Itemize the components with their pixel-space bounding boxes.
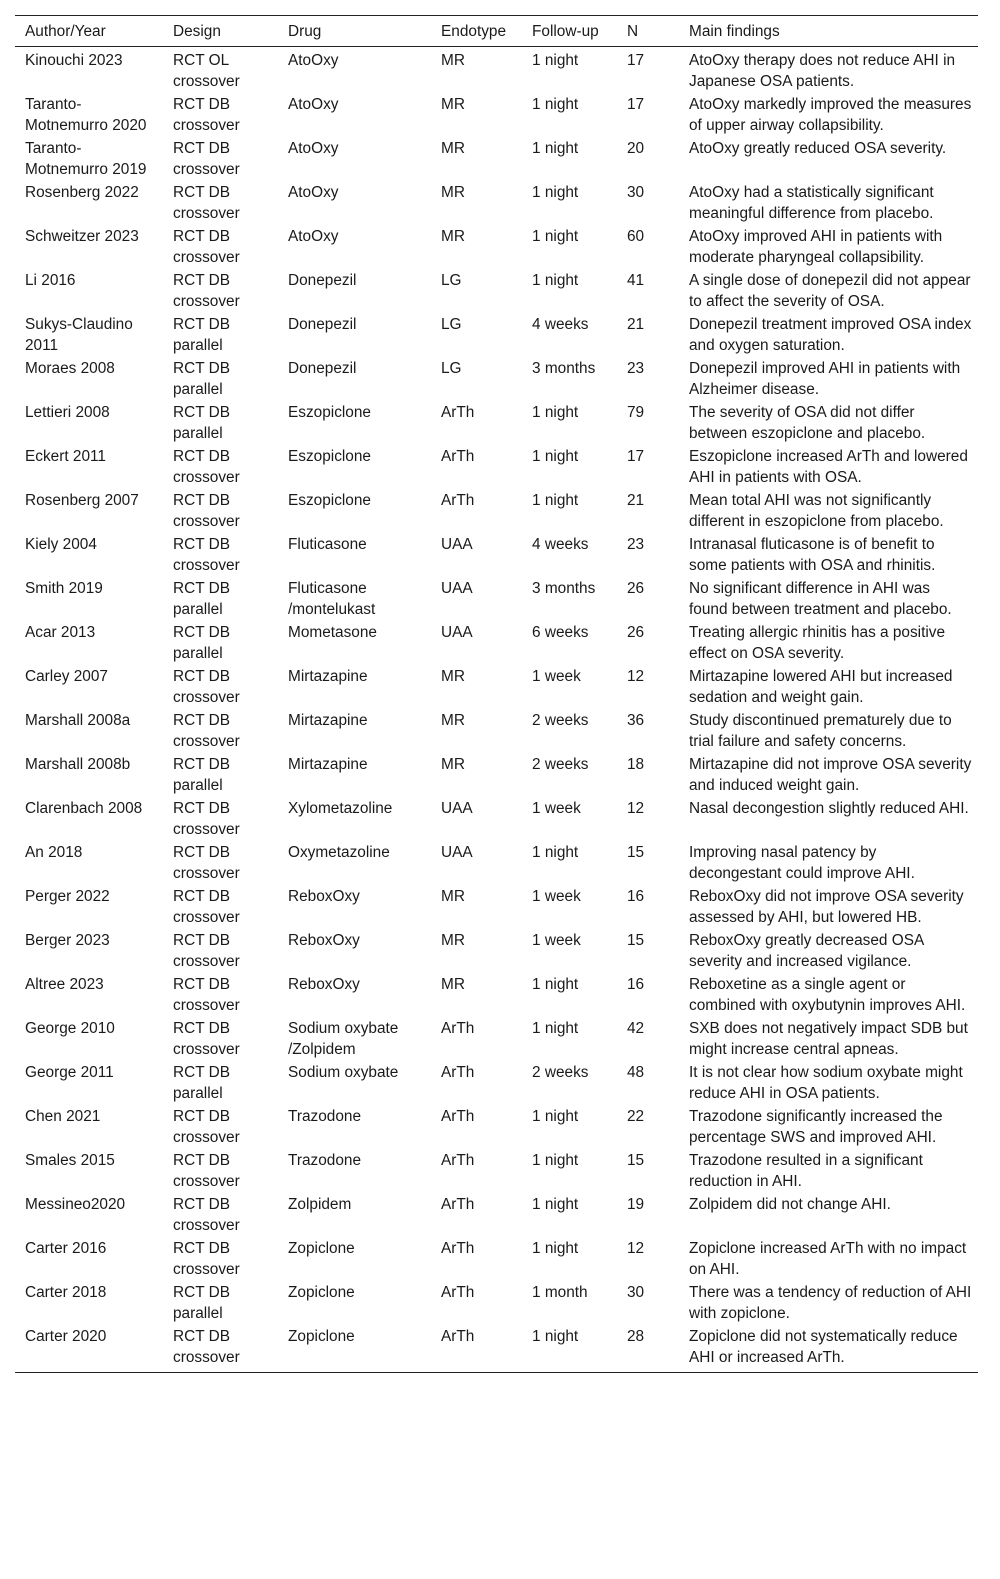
table-row xyxy=(15,357,978,401)
table-row xyxy=(15,973,978,1017)
cell-n: 41 xyxy=(627,272,645,289)
cell-follow-up: 1 night xyxy=(532,492,579,509)
cell-n: 12 xyxy=(627,1240,645,1257)
cell-endotype: MR xyxy=(441,184,465,201)
table-row xyxy=(15,225,978,269)
cell-author-year: Carter 2016 xyxy=(25,1240,107,1257)
cell-n: 28 xyxy=(617,1325,679,1373)
studies-table xyxy=(15,15,978,1373)
cell-main-findings: AtoOxy therapy does not reduce AHI in Japanese OSA patients. xyxy=(689,52,956,90)
cell-n: 12 xyxy=(627,800,645,817)
cell-main-findings: Improving nasal patency by decongestant could improve AHI. xyxy=(689,844,915,882)
cell-drug: Xylometazoline xyxy=(288,800,393,817)
table-row xyxy=(15,665,978,709)
cell-n: 12 xyxy=(627,668,645,685)
cell-endotype: UAA xyxy=(441,800,473,817)
cell-main-findings: AtoOxy greatly reduced OSA severity. xyxy=(689,140,947,157)
cell-follow-up: 1 night xyxy=(532,844,579,861)
cell-endotype: MR xyxy=(441,52,465,69)
cell-drug: Zopiclone xyxy=(288,1284,355,1301)
cell-follow-up: 1 night xyxy=(532,96,579,113)
cell-author-year: Eckert 2011 xyxy=(25,448,106,465)
cell-design: RCT DB parallel xyxy=(173,580,231,618)
cell-main-findings: Nasal decongestion slightly reduced AHI. xyxy=(689,800,969,817)
cell-author-year: Marshall 2008b xyxy=(25,756,131,773)
cell-follow-up: 1 week xyxy=(532,668,581,685)
cell-author-year: Lettieri 2008 xyxy=(25,404,110,421)
cell-author-year: Carter 2020 xyxy=(15,1325,163,1373)
cell-design: RCT DB parallel xyxy=(173,1064,231,1102)
cell-follow-up: 1 night xyxy=(532,184,579,201)
cell-main-findings: No significant difference in AHI was found between treatment and placebo. xyxy=(689,580,952,618)
table-row xyxy=(15,533,978,577)
cell-design: RCT DB crossover xyxy=(163,1325,278,1373)
cell-author-year: George 2010 xyxy=(25,1020,115,1037)
cell-n: 60 xyxy=(627,228,645,245)
table-row xyxy=(15,1017,978,1061)
cell-drug: Eszopiclone xyxy=(288,404,371,421)
cell-main-findings: Zopiclone did not systematically reduce AHI or increased ArTh. xyxy=(679,1325,978,1373)
cell-author-year: Rosenberg 2007 xyxy=(25,492,139,509)
table-row xyxy=(15,137,978,181)
cell-follow-up: 1 week xyxy=(532,888,581,905)
cell-main-findings: Eszopiclone increased ArTh and lowered AHI in patients with OSA. xyxy=(689,448,968,486)
table-row xyxy=(15,1061,978,1105)
table-row xyxy=(15,709,978,753)
cell-endotype: ArTh xyxy=(441,1064,475,1081)
table-row xyxy=(15,797,978,841)
cell-author-year: Schweitzer 2023 xyxy=(25,228,139,245)
cell-follow-up: 1 night xyxy=(532,1108,579,1125)
cell-design: RCT DB crossover xyxy=(173,888,240,926)
cell-drug: Sodium oxybate /Zolpidem xyxy=(288,1020,399,1058)
cell-main-findings: AtoOxy had a statistically significant meaningful difference from placebo. xyxy=(689,184,934,222)
cell-design: RCT DB parallel xyxy=(173,1284,231,1322)
table-row xyxy=(15,753,978,797)
cell-design: RCT DB crossover xyxy=(173,1196,240,1234)
cell-endotype: MR xyxy=(441,976,465,993)
cell-design: RCT DB crossover xyxy=(173,712,240,750)
cell-follow-up: 4 weeks xyxy=(532,536,589,553)
cell-n: 26 xyxy=(627,580,645,597)
cell-follow-up: 1 night xyxy=(532,272,579,289)
cell-follow-up: 3 months xyxy=(532,580,596,597)
cell-main-findings: Reboxetine as a single agent or combined with oxybutynin improves AHI. xyxy=(689,976,966,1014)
cell-endotype: ArTh xyxy=(441,1196,475,1213)
cell-endotype: ArTh xyxy=(441,404,475,421)
cell-drug: Fluticasone /montelukast xyxy=(288,580,376,618)
table-row xyxy=(15,577,978,621)
cell-main-findings: Mean total AHI was not significantly different in eszopiclone from placebo. xyxy=(689,492,944,530)
cell-endotype: ArTh xyxy=(431,1325,522,1373)
cell-follow-up: 2 weeks xyxy=(532,1064,589,1081)
cell-follow-up: 6 weeks xyxy=(532,624,589,641)
cell-n: 36 xyxy=(627,712,645,729)
cell-author-year: Sukys-Claudino 2011 xyxy=(25,316,133,354)
cell-drug: Oxymetazoline xyxy=(288,844,390,861)
cell-follow-up: 2 weeks xyxy=(532,756,589,773)
cell-drug: Mirtazapine xyxy=(288,712,368,729)
cell-design: RCT DB crossover xyxy=(173,1020,240,1058)
table-row xyxy=(15,47,978,94)
cell-author-year: Smales 2015 xyxy=(25,1152,115,1169)
cell-endotype: MR xyxy=(441,888,465,905)
cell-follow-up: 4 weeks xyxy=(532,316,589,333)
cell-endotype: LG xyxy=(441,360,462,377)
cell-follow-up: 1 month xyxy=(532,1284,588,1301)
cell-endotype: ArTh xyxy=(441,448,475,465)
cell-follow-up: 1 night xyxy=(532,448,579,465)
cell-main-findings: A single dose of donepezil did not appear to affect the severity of OSA. xyxy=(689,272,971,310)
cell-main-findings: Mirtazapine did not improve OSA severity and induced weight gain. xyxy=(689,756,972,794)
cell-author-year: Chen 2021 xyxy=(25,1108,101,1125)
cell-main-findings: The severity of OSA did not differ between eszopiclone and placebo. xyxy=(689,404,926,442)
cell-endotype: UAA xyxy=(441,844,473,861)
cell-drug: AtoOxy xyxy=(288,228,339,245)
cell-endotype: ArTh xyxy=(441,1108,475,1125)
cell-main-findings: There was a tendency of reduction of AHI with zopiclone. xyxy=(689,1284,972,1322)
column-header-drug: Drug xyxy=(278,16,431,47)
cell-author-year: Acar 2013 xyxy=(25,624,96,641)
cell-endotype: ArTh xyxy=(441,492,475,509)
cell-drug: AtoOxy xyxy=(288,184,339,201)
cell-endotype: ArTh xyxy=(441,1240,475,1257)
cell-follow-up: 1 night xyxy=(532,140,579,157)
cell-n: 19 xyxy=(627,1196,645,1213)
cell-main-findings: AtoOxy improved AHI in patients with moderate pharyngeal collapsibility. xyxy=(689,228,943,266)
column-header-design: Design xyxy=(163,16,278,47)
cell-main-findings: Treating allergic rhinitis has a positive effect on OSA severity. xyxy=(689,624,946,662)
cell-design: RCT DB crossover xyxy=(173,1108,240,1146)
cell-n: 22 xyxy=(627,1108,645,1125)
cell-design: RCT OL crossover xyxy=(173,52,240,90)
cell-endotype: ArTh xyxy=(441,1284,475,1301)
table-row xyxy=(15,313,978,357)
cell-design: RCT DB crossover xyxy=(173,448,240,486)
cell-follow-up: 1 week xyxy=(532,932,581,949)
cell-endotype: MR xyxy=(441,712,465,729)
cell-drug: ReboxOxy xyxy=(288,976,360,993)
cell-endotype: MR xyxy=(441,668,465,685)
cell-n: 15 xyxy=(627,1152,645,1169)
column-header-follow-up: Follow-up xyxy=(522,16,617,47)
cell-author-year: Taranto-Motnemurro 2019 xyxy=(25,140,147,178)
cell-main-findings: ReboxOxy did not improve OSA severity assessed by AHI, but lowered HB. xyxy=(689,888,964,926)
table-header xyxy=(15,16,978,47)
cell-author-year: Carley 2007 xyxy=(25,668,108,685)
cell-author-year: George 2011 xyxy=(25,1064,114,1081)
cell-drug: Eszopiclone xyxy=(288,448,371,465)
cell-follow-up: 1 night xyxy=(532,228,579,245)
cell-drug: Donepezil xyxy=(288,360,357,377)
table-row xyxy=(15,885,978,929)
cell-drug: Trazodone xyxy=(288,1152,362,1169)
column-header-author-year: Author/Year xyxy=(15,16,163,47)
cell-n: 18 xyxy=(627,756,645,773)
cell-main-findings: Donepezil treatment improved OSA index and oxygen saturation. xyxy=(689,316,972,354)
cell-endotype: LG xyxy=(441,316,462,333)
cell-follow-up: 1 night xyxy=(522,1325,617,1373)
cell-design: RCT DB crossover xyxy=(173,272,240,310)
cell-main-findings: It is not clear how sodium oxybate might reduce AHI in OSA patients. xyxy=(689,1064,963,1102)
studies-table-container xyxy=(15,15,978,1373)
cell-drug: Mirtazapine xyxy=(288,668,368,685)
cell-follow-up: 1 night xyxy=(532,404,579,421)
cell-endotype: MR xyxy=(441,140,465,157)
cell-n: 20 xyxy=(627,140,645,157)
cell-n: 23 xyxy=(627,536,645,553)
cell-author-year: Perger 2022 xyxy=(25,888,110,905)
cell-n: 17 xyxy=(627,52,645,69)
cell-n: 16 xyxy=(627,976,645,993)
cell-drug: Donepezil xyxy=(288,272,357,289)
cell-design: RCT DB crossover xyxy=(173,932,240,970)
table-row xyxy=(15,1149,978,1193)
table-row xyxy=(15,621,978,665)
column-header-endotype: Endotype xyxy=(431,16,522,47)
cell-follow-up: 1 night xyxy=(532,1020,579,1037)
cell-author-year: Kiely 2004 xyxy=(25,536,97,553)
cell-drug: Mometasone xyxy=(288,624,377,641)
cell-follow-up: 1 night xyxy=(532,1196,579,1213)
cell-n: 17 xyxy=(627,448,645,465)
table-row xyxy=(15,401,978,445)
cell-drug: Fluticasone xyxy=(288,536,367,553)
cell-n: 16 xyxy=(627,888,645,905)
cell-design: RCT DB parallel xyxy=(173,404,231,442)
cell-drug: Zopiclone xyxy=(278,1325,431,1373)
cell-endotype: MR xyxy=(441,756,465,773)
cell-drug: Eszopiclone xyxy=(288,492,371,509)
cell-endotype: ArTh xyxy=(441,1020,475,1037)
cell-drug: Sodium oxybate xyxy=(288,1064,399,1081)
cell-drug: Donepezil xyxy=(288,316,357,333)
cell-author-year: Moraes 2008 xyxy=(25,360,115,377)
cell-design: RCT DB parallel xyxy=(173,624,231,662)
table-row xyxy=(15,181,978,225)
table-row xyxy=(15,1105,978,1149)
cell-design: RCT DB crossover xyxy=(173,492,240,530)
cell-author-year: Berger 2023 xyxy=(25,932,110,949)
table-row xyxy=(15,445,978,489)
table-row xyxy=(15,1193,978,1237)
cell-n: 15 xyxy=(627,932,645,949)
cell-main-findings: Donepezil improved AHI in patients with Alzheimer disease. xyxy=(689,360,961,398)
cell-main-findings: Trazodone resulted in a significant reduction in AHI. xyxy=(689,1152,923,1190)
cell-drug: Zolpidem xyxy=(288,1196,352,1213)
cell-author-year: Taranto-Motnemurro 2020 xyxy=(25,96,147,134)
cell-follow-up: 1 night xyxy=(532,52,579,69)
cell-endotype: MR xyxy=(441,932,465,949)
cell-author-year: Marshall 2008a xyxy=(25,712,131,729)
cell-n: 21 xyxy=(627,316,645,333)
cell-design: RCT DB crossover xyxy=(173,536,240,574)
cell-design: RCT DB crossover xyxy=(173,184,240,222)
table-row xyxy=(15,1281,978,1325)
cell-author-year: Altree 2023 xyxy=(25,976,104,993)
cell-endotype: MR xyxy=(441,96,465,113)
cell-drug: ReboxOxy xyxy=(288,888,360,905)
header-row xyxy=(15,16,978,47)
cell-follow-up: 1 night xyxy=(532,1240,579,1257)
cell-main-findings: Intranasal fluticasone is of benefit to some patients with OSA and rhinitis. xyxy=(689,536,936,574)
cell-author-year: Clarenbach 2008 xyxy=(25,800,143,817)
cell-author-year: Carter 2018 xyxy=(25,1284,107,1301)
cell-author-year: Messineo2020 xyxy=(25,1196,126,1213)
cell-design: RCT DB parallel xyxy=(173,756,231,794)
cell-main-findings: ReboxOxy greatly decreased OSA severity and increased vigilance. xyxy=(689,932,924,970)
cell-design: RCT DB crossover xyxy=(173,140,240,178)
cell-design: RCT DB crossover xyxy=(173,800,240,838)
cell-n: 30 xyxy=(627,1284,645,1301)
cell-drug: Trazodone xyxy=(288,1108,362,1125)
cell-endotype: UAA xyxy=(441,580,473,597)
cell-drug: AtoOxy xyxy=(288,96,339,113)
cell-endotype: LG xyxy=(441,272,462,289)
cell-main-findings: SXB does not negatively impact SDB but might increase central apneas. xyxy=(689,1020,968,1058)
cell-author-year: Li 2016 xyxy=(25,272,76,289)
table-row xyxy=(15,841,978,885)
table-row xyxy=(15,1325,978,1373)
cell-follow-up: 3 months xyxy=(532,360,596,377)
cell-endotype: UAA xyxy=(441,536,473,553)
cell-drug: ReboxOxy xyxy=(288,932,360,949)
cell-follow-up: 2 weeks xyxy=(532,712,589,729)
cell-n: 26 xyxy=(627,624,645,641)
table-row xyxy=(15,93,978,137)
cell-design: RCT DB crossover xyxy=(173,1240,240,1278)
cell-main-findings: Study discontinued prematurely due to trial failure and safety concerns. xyxy=(689,712,952,750)
cell-main-findings: Zopiclone increased ArTh with no impact on AHI. xyxy=(689,1240,967,1278)
cell-n: 79 xyxy=(627,404,645,421)
cell-endotype: UAA xyxy=(441,624,473,641)
cell-design: RCT DB parallel xyxy=(173,360,231,398)
table-row xyxy=(15,929,978,973)
cell-n: 17 xyxy=(627,96,645,113)
cell-n: 15 xyxy=(627,844,645,861)
cell-author-year: Kinouchi 2023 xyxy=(25,52,123,69)
cell-drug: Mirtazapine xyxy=(288,756,368,773)
cell-author-year: Rosenberg 2022 xyxy=(25,184,139,201)
table-row xyxy=(15,269,978,313)
cell-n: 48 xyxy=(627,1064,645,1081)
cell-endotype: ArTh xyxy=(441,1152,475,1169)
cell-main-findings: Zolpidem did not change AHI. xyxy=(689,1196,891,1213)
column-header-main-findings: Main findings xyxy=(679,16,978,47)
cell-design: RCT DB crossover xyxy=(173,668,240,706)
cell-n: 42 xyxy=(627,1020,645,1037)
table-row xyxy=(15,489,978,533)
cell-drug: Zopiclone xyxy=(288,1240,355,1257)
cell-design: RCT DB crossover xyxy=(173,96,240,134)
cell-author-year: An 2018 xyxy=(25,844,83,861)
cell-design: RCT DB crossover xyxy=(173,1152,240,1190)
cell-design: RCT DB crossover xyxy=(173,844,240,882)
cell-design: RCT DB parallel xyxy=(173,316,231,354)
cell-main-findings: AtoOxy markedly improved the measures of upper airway collapsibility. xyxy=(689,96,972,134)
cell-main-findings: Mirtazapine lowered AHI but increased sedation and weight gain. xyxy=(689,668,953,706)
table-body xyxy=(15,47,978,1373)
cell-follow-up: 1 night xyxy=(532,976,579,993)
cell-design: RCT DB crossover xyxy=(173,228,240,266)
cell-n: 23 xyxy=(627,360,645,377)
cell-author-year: Smith 2019 xyxy=(25,580,103,597)
column-header-n: N xyxy=(617,16,679,47)
cell-n: 21 xyxy=(627,492,645,509)
cell-follow-up: 1 week xyxy=(532,800,581,817)
cell-design: RCT DB crossover xyxy=(173,976,240,1014)
table-row xyxy=(15,1237,978,1281)
cell-endotype: MR xyxy=(441,228,465,245)
cell-follow-up: 1 night xyxy=(532,1152,579,1169)
cell-main-findings: Trazodone significantly increased the percentage SWS and improved AHI. xyxy=(689,1108,943,1146)
cell-drug: AtoOxy xyxy=(288,140,339,157)
cell-n: 30 xyxy=(627,184,645,201)
cell-drug: AtoOxy xyxy=(288,52,339,69)
